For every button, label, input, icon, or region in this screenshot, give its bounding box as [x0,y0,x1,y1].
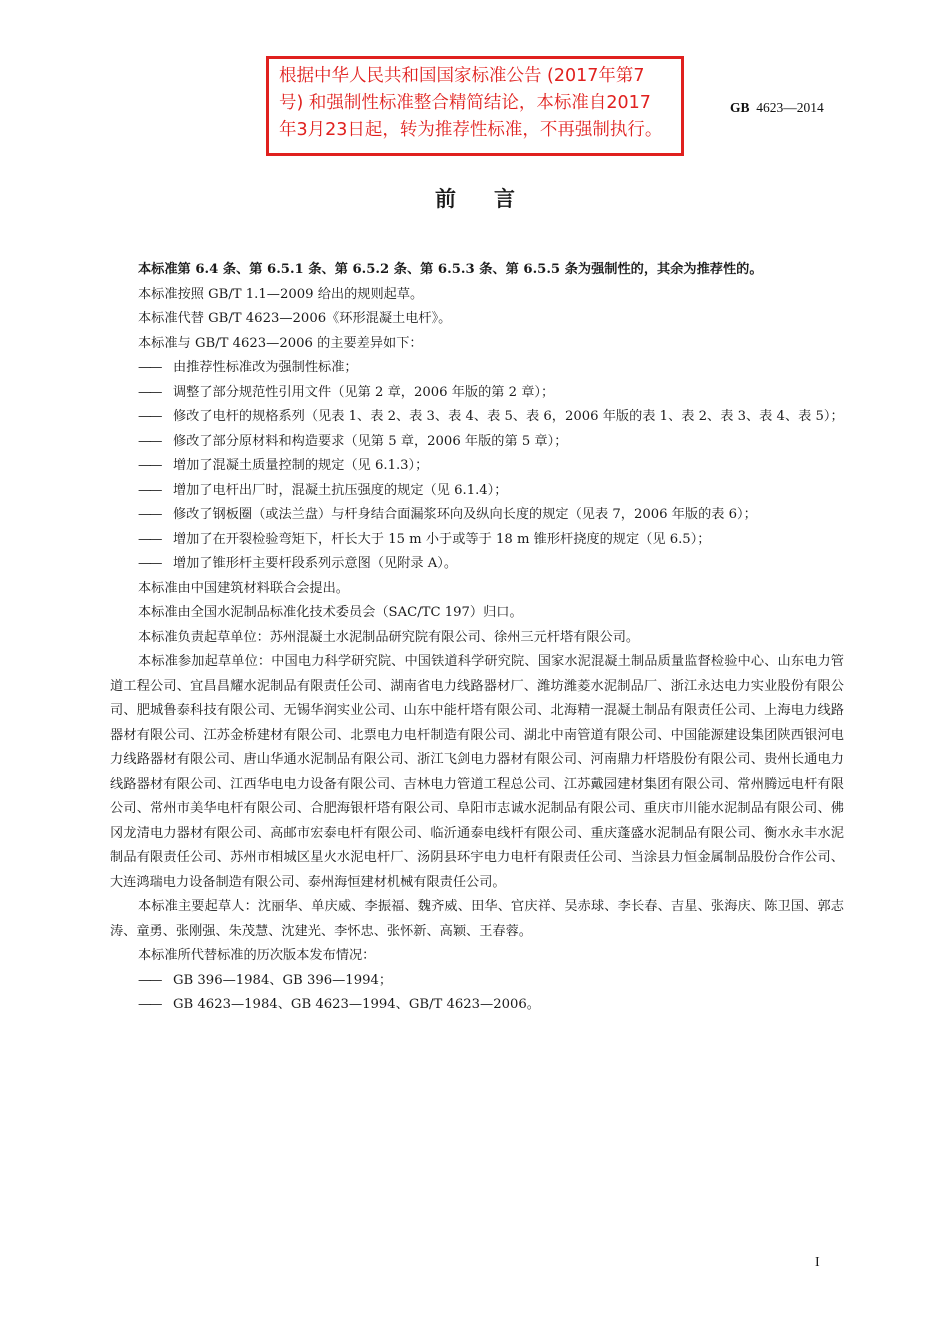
paragraph: 本标准由中国建筑材料联合会提出。 [138,580,349,596]
list-item [138,356,844,381]
paragraph: 本标准所代替标准的历次版本发布情况： [138,948,376,963]
obsolescence-notice [266,56,684,156]
standard-number [730,100,824,116]
list-item-text: 增加了电杆出厂时，混凝土抗压强度的规定（见 6.1.4）； [173,482,508,498]
dash-mark: —— [138,458,161,473]
list-item [138,479,844,504]
foreword-body [110,258,844,1018]
list-item [138,454,844,479]
list-item-text: 由推荐性标准改为强制性标准； [173,360,358,375]
list-item [138,969,844,994]
dash-mark: —— [138,482,161,498]
paragraph: 本标准由全国水泥制品标准化技术委员会（SAC/TC 197）归口。 [138,605,523,620]
paragraph: 本标准参加起草单位：中国电力科学研究院、中国铁道科学研究院、国家水泥混凝土制品质量监督检验中心、山东电力管道工程公司、宜昌昌耀水泥制品有限责任公司、湖南省电力线路器材厂、潍坊潍菱水泥制品厂、浙江永达电力实业股份有限公司、肥城鲁泰科技有限公司、无锡华润实业公司、山东中能杆塔有限公司、北海精一混凝土制品有限责任公司、上海电力线路器材有限公司、江苏金桥建材有限公司、北票电力电杆制造有限公司、湖北中南管道有限公司、中国能源建设集团陕西银河电力线路器材有限公司、唐山华通水泥制品有限公司、浙江飞剑电力器材有限公司、河南鼎力杆塔股份有限公司、贵州长通电力线路器材有限公司、江西华电电力设备有限公司、吉林电力管道工程总公司、江苏戴园建材集团有限公司、常州腾远电杆有限公司、常州市美华电杆有限公司、合肥海银杆塔有限公司、阜阳市志诚水泥制品有限公司、重庆市川能水泥制品有限公司、佛冈龙清电力器材有限公司、高邮市宏泰电杆有限公司、临沂通泰电线杆有限公司、重庆蓬盛水泥制品有限公司、衡水永丰水泥制品有限责任公司、苏州市相城区星火水泥电杆厂、汤阴县环宇电力电杆有限责任公司、当涂县力恒金属制品股份合作公司、大连鸿瑞电力设备制造有限公司、泰州海恒建材机械有限责任公司。 [110,654,844,890]
paragraph: 本标准与 GB/T 4623—2006 的主要差异如下： [138,335,423,351]
dash-mark: —— [138,556,161,571]
list-item [138,430,844,455]
list-item-text: 修改了电杆的规格系列（见表 1、表 2、表 3、表 4、表 5、表 6，2006 年版的表 1、表 2、表 3、表 4、表 5）； [173,409,844,424]
notice-line: 年3月23日起，转为推荐性标准，不再强制执行。 [279,120,663,140]
page-title: 前言 [435,187,553,211]
list-item-text: 增加了混凝土质量控制的规定（见 6.1.3）； [173,458,429,473]
list-item-text: 修改了部分原材料和构造要求（见第 5 章，2006 年版的第 5 章）； [173,433,568,449]
list-item [138,552,844,577]
notice-line: 根据中华人民共和国国家标准公告 (2017年第7 [279,66,645,86]
notice-line: 号) 和强制性标准整合精简结论，本标准自2017 [279,93,651,113]
dash-mark: —— [138,507,161,522]
dash-mark: —— [138,433,161,449]
paragraph: 本标准按照 GB/T 1.1—2009 给出的规则起草。 [138,286,424,302]
dash-mark: —— [138,531,161,547]
list-item-text: 增加了在开裂检验弯矩下，杆长大于 15 m 小于或等于 18 m 锥形杆挠度的规定（见 6.5）； [173,531,711,547]
dash-mark: —— [138,360,161,375]
list-item [138,528,844,553]
list-item-text: GB 4623—1984、GB 4623—1994、GB/T 4623—2006。 [173,997,540,1012]
list-item [138,503,844,528]
paragraph: 本标准负责起草单位：苏州混凝土水泥制品研究院有限公司、徐州三元杆塔有限公司。 [138,629,640,645]
dash-mark: —— [138,997,161,1012]
standard-prefix: GB [730,100,750,115]
dash-mark: —— [138,972,161,988]
dash-mark: —— [138,384,161,400]
standard-code: 4623—2014 [756,100,824,115]
list-item [138,993,844,1018]
list-item [138,405,844,430]
list-item-text: 增加了锥形杆主要杆段系列示意图（见附录 A）。 [173,556,458,571]
list-item-text: 调整了部分规范性引用文件（见第 2 章，2006 年版的第 2 章）； [173,384,555,400]
list-item-text: 修改了钢板圈（或法兰盘）与杆身结合面漏浆环向及纵向长度的规定（见表 7，2006 年版的表 6）； [173,507,757,522]
paragraph: 本标准第 6.4 条、第 6.5.1 条、第 6.5.2 条、第 6.5.3 条、第 6.5.5 条为强制性的，其余为推荐性的。 [138,262,763,277]
dash-mark: —— [138,409,161,424]
list-item-text: GB 396—1984、GB 396—1994； [173,972,393,988]
page-number: I [815,1255,820,1270]
list-item [138,381,844,406]
paragraph: 本标准主要起草人：沈丽华、单庆威、李振福、魏齐威、田华、官庆祥、吴赤球、李长春、吉星、张海庆、陈卫国、郭志涛、童勇、张刚强、朱茂慧、沈建光、李怀忠、张怀新、高颖、王春蓉。 [110,899,844,939]
paragraph: 本标准代替 GB/T 4623—2006《环形混凝土电杆》。 [138,311,452,326]
